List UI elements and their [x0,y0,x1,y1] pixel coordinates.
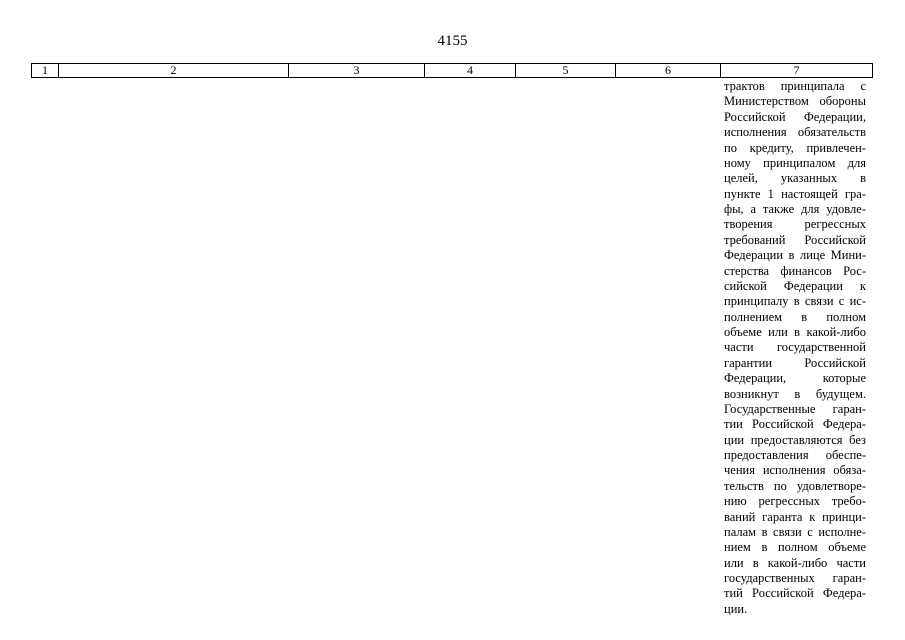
text-line: ному принципалом для [724,155,866,170]
text-line: пункте 1 настоящей гра- [724,186,866,201]
text-line: части государственной [724,340,866,355]
text-line: возникнут в будущем. [724,386,866,401]
text-line: требований Российской [724,232,866,247]
column-number-4: 4 [425,64,516,78]
text-line: гарантии Российской [724,355,866,370]
column-number-2: 2 [59,64,289,78]
text-line: чения исполнения обяза- [724,463,866,478]
column-number-3: 3 [289,64,425,78]
column-number-header-table [31,63,873,78]
text-line: тельств по удовлетворе- [724,478,866,493]
header-row [32,64,873,78]
text-line: ции предоставляются без [724,432,866,447]
text-line: тии Российской Федера- [724,417,866,432]
column-number-7: 7 [721,64,873,78]
text-line: целей, указанных в [724,171,866,186]
text-line: исполнения обязательств [724,125,866,140]
text-line: стерства финансов Рос- [724,263,866,278]
text-line: полнением в полном [724,309,866,324]
text-line: Государственные гаран- [724,401,866,416]
column-number-5: 5 [516,64,616,78]
text-line: государственных гаран- [724,571,866,585]
text-line: Федерации в лице Мини- [724,248,866,263]
text-line: объеме или в какой-либо [724,325,866,339]
text-line: творения регрессных [724,217,866,232]
text-line: тий Российской Федера- [724,586,866,601]
text-line: или в какой-либо части [724,555,866,570]
text-line: палам в связи с исполне- [724,524,866,539]
text-line: нию регрессных требо- [724,494,866,509]
text-line: ваний гаранта к принци- [724,509,866,524]
text-line: фы, а также для удовле- [724,202,866,216]
text-line: Министерством обороны [724,94,866,109]
text-line: по кредиту, привлечен- [724,140,866,155]
column-number-6: 6 [616,64,721,78]
page-number: 4155 [437,33,468,49]
text-line: ции. [724,601,748,616]
text-line: Федерации, которые [724,371,866,386]
text-line: сийской Федерации к [724,278,866,293]
text-line: трактов принципала с [724,79,866,93]
text-line: принципалу в связи с ис- [724,294,866,309]
column-number-1: 1 [32,64,59,78]
text-line: предоставления обеспе- [724,448,866,462]
column-7-text [724,79,866,617]
text-line: Российской Федерации, [724,109,866,124]
text-line: нием в полном объеме [724,540,866,555]
